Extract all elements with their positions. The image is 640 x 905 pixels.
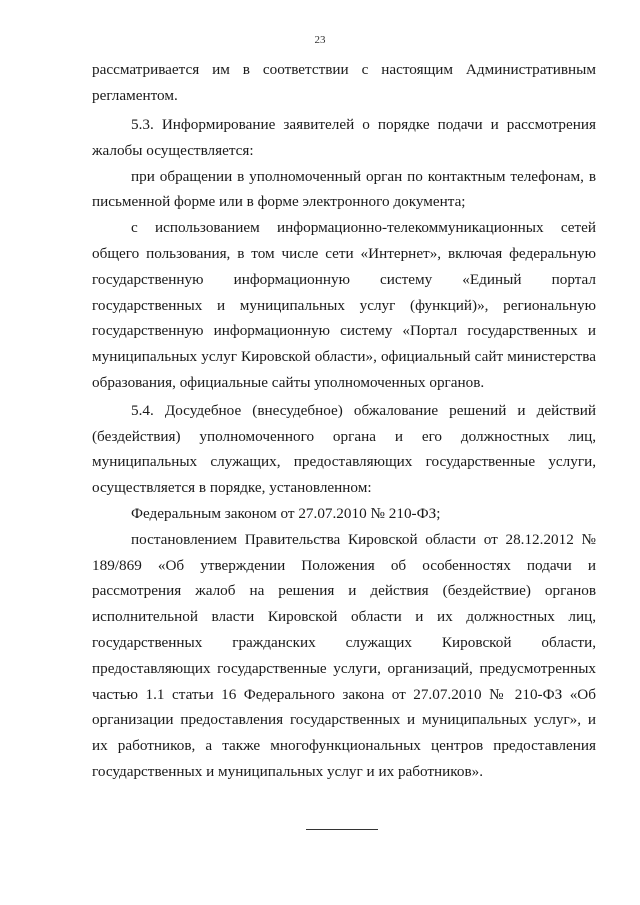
paragraph-internet: с использованием информационно-телекоммуникационных сетей общего пользования, в том числе сети «Интернет», включая федеральную государственную информационную систему «Единый портал государственных и муниципальных услуг (функций)», региональную государственную информационную систему «Портал государственных и муниципальных услуг Кировской области», официальный сайт министерства образования, официальные сайты уполномоченных органов. [92, 219, 596, 391]
page-number: 23 [314, 34, 326, 46]
footnote-separator-line [306, 829, 378, 830]
document-body-top [92, 57, 596, 109]
paragraph-resolution: постановлением Правительства Кировской области от 28.12.2012 № 189/869 «Об утверждении Положения об особенностях подачи и рассмотрения жалоб на решения и действия (бездействие) органов исполнительной власти Кировской области и их должностных лиц, государственных гражданских служащих Кировской области, предоставляющих государственные услуги, организаций, предусмотренных частью 1.1 статьи 16 Федерального закона от 27.07.2010 № 210-ФЗ «Об организации предоставления государственных и муниципальных услуг», и их работников, а также многофункциональных центров предоставления государственных и муниципальных услуг и их работников». [92, 530, 596, 780]
paragraph-5-4: 5.4. Досудебное (внесудебное) обжалование решений и действий (бездействия) уполномоченного органа и его должностных лиц, муниципальных служащих, предоставляющих государственные услуги, осуществляется в порядке, установленном: [92, 401, 596, 497]
paragraph-federal-law: Федеральным законом от 27.07.2010 № 210-ФЗ; [131, 504, 441, 522]
paragraph-contact-phone: при обращении в уполномоченный орган по контактным телефонам, в письменной форме или в форме электронного документа; [92, 167, 596, 211]
paragraph-5-3: 5.3. Информирование заявителей о порядке подачи и рассмотрения жалобы осуществляется: [92, 116, 596, 159]
document-body [92, 112, 596, 785]
paragraph-continuation: рассматривается им в соответствии с настоящим Административным регламентом. [92, 61, 596, 104]
